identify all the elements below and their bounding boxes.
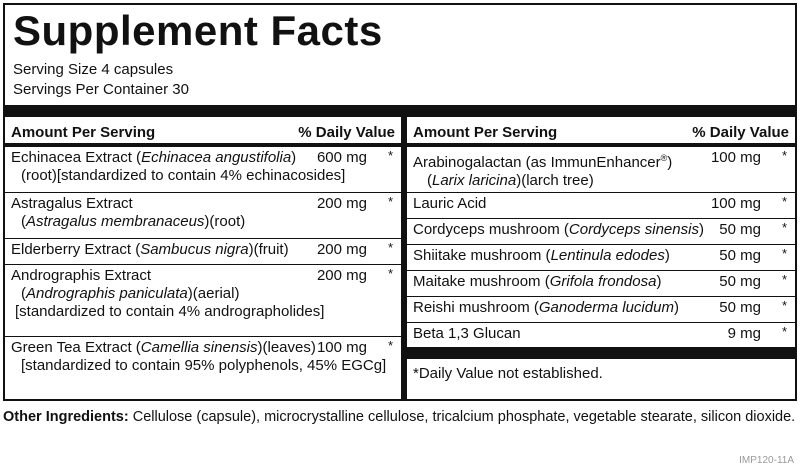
- ingredient-name: Cordyceps mushroom (Cordyceps sinensis): [413, 221, 704, 238]
- ingredient-row-shiitake: [407, 245, 795, 271]
- ingredient-name: Beta 1,3 Glucan: [413, 325, 521, 342]
- daily-value-mark: *: [781, 194, 787, 209]
- ingredient-row-arabinogalactan: [407, 147, 795, 193]
- serving-size: Serving Size 4 capsules: [13, 61, 174, 78]
- ingredient-amount: 50 mg: [719, 221, 761, 238]
- ingredient-amount: 100 mg: [710, 195, 761, 212]
- other-ingredients: [3, 409, 795, 425]
- daily-value-mark: *: [387, 240, 393, 255]
- ingredient-amount: 200 mg: [316, 241, 367, 258]
- ingredient-amount: 600 mg: [316, 149, 367, 166]
- left-column: [5, 117, 401, 399]
- ingredient-row-beta-glucan: [407, 323, 795, 347]
- daily-value-mark: *: [781, 324, 787, 339]
- daily-value-mark: *: [781, 272, 787, 287]
- ingredient-name: Astragalus Extract (Astragalus membranaceus)(root): [11, 195, 246, 230]
- servings-per-container: Servings Per Container 30: [13, 81, 189, 98]
- ingredient-amount: 50 mg: [719, 273, 761, 290]
- ingredient-row-maitake: [407, 271, 795, 297]
- right-column-header: [407, 117, 795, 147]
- right-column: [407, 117, 795, 399]
- ingredient-name: Andrographis Extract (Andrographis paniculata)(aerial) [standardized to contain 4% andrographolides]: [11, 267, 325, 320]
- ingredient-row-andrographis: [5, 265, 401, 337]
- ingredient-amount: 200 mg: [316, 267, 367, 284]
- daily-value-mark: *: [781, 148, 787, 163]
- daily-value-mark: *: [387, 266, 393, 281]
- ingredient-amount: 100 mg: [710, 149, 761, 166]
- ingredient-name: Reishi mushroom (Ganoderma lucidum): [413, 299, 679, 316]
- ingredient-row-lauric-acid: [407, 193, 795, 219]
- supplement-facts-panel: [3, 3, 797, 401]
- panel-title: Supplement Facts: [13, 7, 383, 54]
- daily-value-mark: *: [387, 148, 393, 163]
- ingredient-row-green-tea: [5, 337, 401, 383]
- top-thick-rule: [5, 105, 795, 117]
- daily-value-mark: *: [387, 194, 393, 209]
- amount-per-serving-heading: Amount Per Serving: [11, 124, 156, 141]
- ingredient-row-echinacea: [5, 147, 401, 193]
- ingredient-row-cordyceps: [407, 219, 795, 245]
- ingredient-row-astragalus: [5, 193, 401, 239]
- daily-value-mark: *: [387, 338, 393, 353]
- amount-per-serving-heading: Amount Per Serving: [413, 124, 558, 141]
- daily-value-mark: *: [781, 220, 787, 235]
- ingredient-amount: 9 mg: [727, 325, 761, 342]
- ingredient-row-reishi: [407, 297, 795, 323]
- daily-value-heading: % Daily Value: [692, 124, 789, 141]
- other-ingredients-text: Cellulose (capsule), microcrystalline cellulose, tricalcium phosphate, vegetable stearate, silicon dioxide.: [128, 409, 796, 425]
- ingredient-amount: 200 mg: [316, 195, 367, 212]
- ingredient-row-elderberry: [5, 239, 401, 265]
- ingredient-name: Green Tea Extract (Camellia sinensis)(leaves) [standardized to contain 95% polyphenols, 45% EGCg]: [11, 339, 387, 374]
- ingredient-name: Arabinogalactan (as ImmunEnhancer®) (Larix laricina)(larch tree): [413, 153, 673, 189]
- daily-value-heading: % Daily Value: [298, 124, 395, 141]
- daily-value-mark: *: [781, 298, 787, 313]
- daily-value-footnote: *Daily Value not established.: [413, 365, 603, 382]
- product-code: IMP120-11A: [739, 455, 794, 466]
- ingredient-amount: 50 mg: [719, 299, 761, 316]
- ingredient-name: Echinacea Extract (Echinacea angustifolia) (root)[standardized to contain 4% echinacosides]: [11, 149, 346, 184]
- ingredient-name: Elderberry Extract (Sambucus nigra)(fruit): [11, 241, 289, 258]
- right-bottom-thick-rule: [407, 347, 795, 359]
- ingredient-amount: 100 mg: [316, 339, 367, 356]
- ingredient-name: Shiitake mushroom (Lentinula edodes): [413, 247, 670, 264]
- left-column-header: [5, 117, 401, 147]
- ingredient-name: Lauric Acid: [413, 195, 487, 212]
- daily-value-mark: *: [781, 246, 787, 261]
- ingredient-name: Maitake mushroom (Grifola frondosa): [413, 273, 662, 290]
- ingredient-amount: 50 mg: [719, 247, 761, 264]
- other-ingredients-label: Other Ingredients:: [3, 409, 129, 425]
